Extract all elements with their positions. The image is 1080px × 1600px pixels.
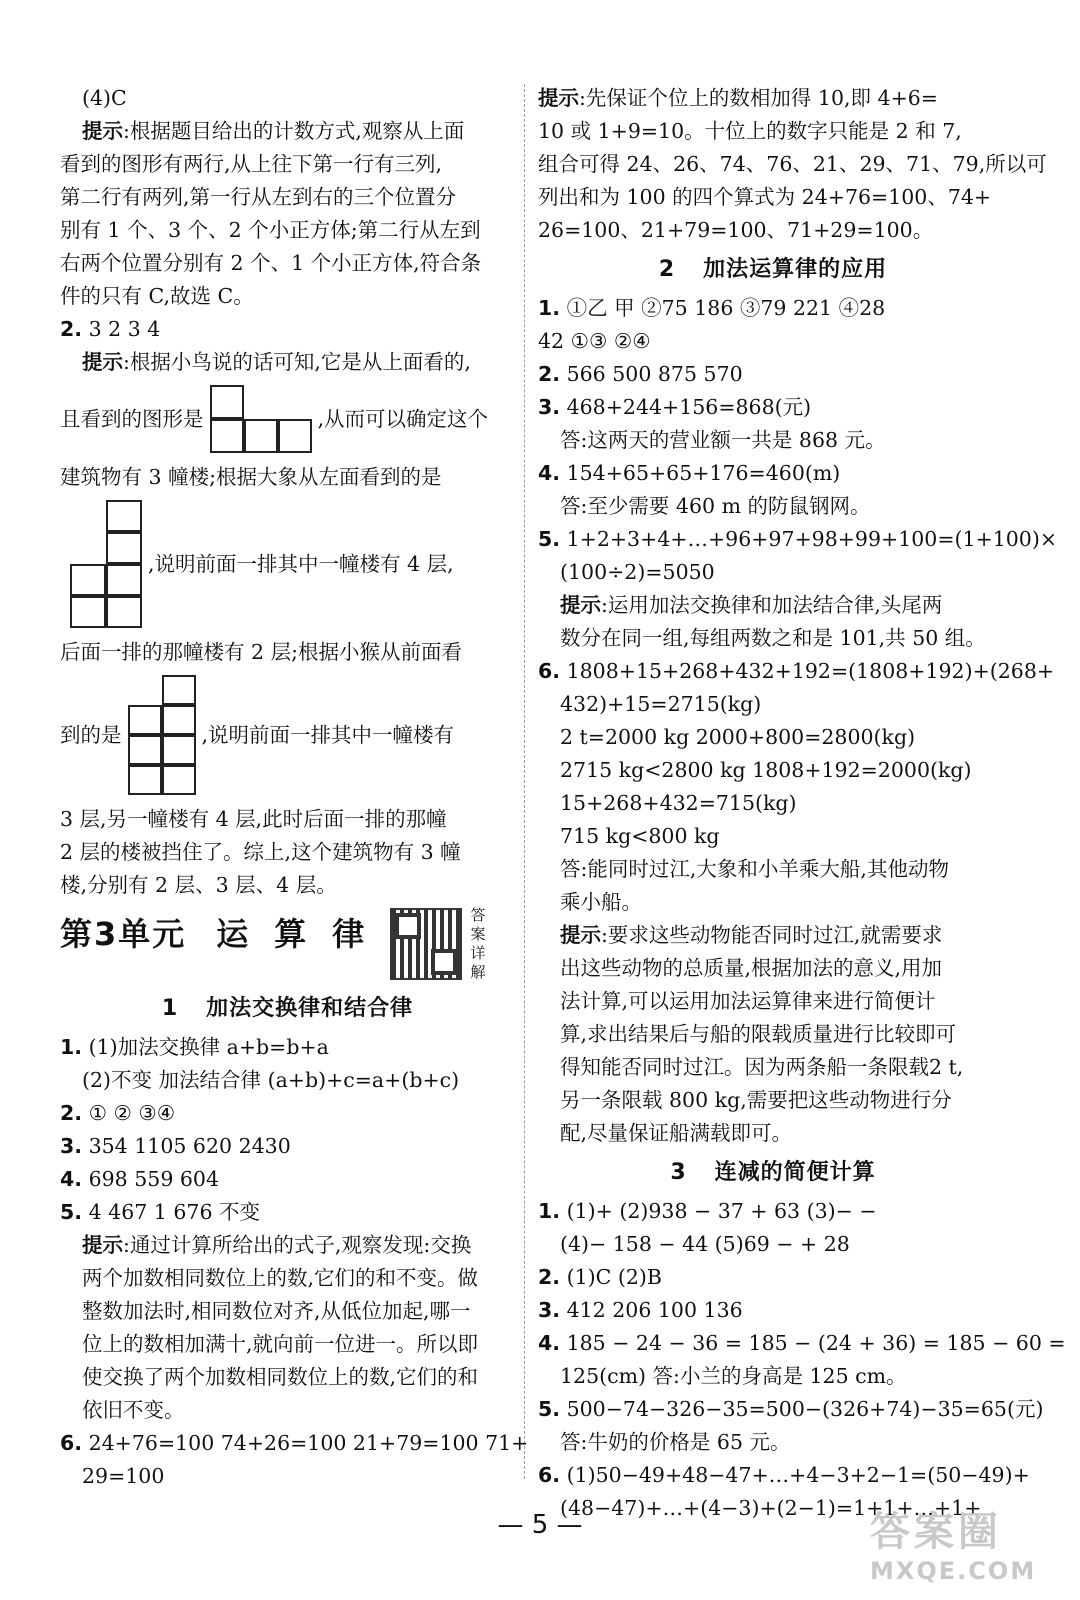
question-number: 2. (538, 1265, 561, 1289)
watermark-logo: 答案圈 (870, 1509, 1002, 1555)
unit-number: 第3单元 (60, 915, 187, 953)
s2-hint-6: 算,求出结果后与船的限载质量进行比较即可 (560, 1022, 957, 1046)
answer-text: (1)50−49+48−47+…+4−3+2−1=(50−49)+ (566, 1463, 1030, 1487)
answer-4c: (4)C (82, 86, 127, 110)
question-number: 6. (538, 1463, 561, 1487)
question-number: 6. (538, 659, 561, 683)
tip-label: 提示 (560, 593, 601, 617)
square-cell (106, 596, 142, 628)
s1-hint-line: 使交换了两个加数相同数位上的数,它们的和 (82, 1365, 479, 1389)
column-divider (524, 84, 525, 1479)
answer-text: 24+76=100 74+26=100 21+79=100 71+ (88, 1431, 529, 1455)
answer-text: 3 2 3 4 (88, 317, 161, 341)
question-number: 4. (60, 1167, 83, 1191)
s1-question-1b: (2)不变 加法结合律 (a+b)+c=a+(b+c) (82, 1068, 460, 1092)
square-cell (106, 532, 142, 564)
hint-2-line: 后面一排的那幢楼有 2 层;根据小猴从前面看 (60, 640, 462, 664)
watermark-url: MXQE.COM (870, 1557, 1037, 1585)
s3-question-4 (538, 1327, 1066, 1360)
question-number: 3. (538, 1298, 561, 1322)
answer-text: ①乙 甲 ②75 186 ③79 221 ④28 (566, 296, 886, 320)
tip-label: 提示 (538, 86, 579, 110)
answer-text: 1+2+3+4+…+96+97+98+99+100=(1+100)× (566, 527, 1058, 551)
hint-text: 且看到的图形是 (60, 406, 204, 431)
hint-1-line (60, 115, 515, 148)
question-number: 1. (538, 296, 561, 320)
question-number: 2. (538, 362, 561, 386)
question-number: 5. (538, 527, 561, 551)
hint-2-line (60, 346, 515, 379)
s2-hint-6: 得知能否同时过江。因为两条船一条限载2 t, (560, 1055, 964, 1079)
hint-1-line: 第二行有两列,第一行从左到右的三个位置分 (60, 185, 457, 209)
section-number: 2 (658, 257, 676, 282)
answer-text: 4 467 1 676 不变 (88, 1200, 261, 1224)
unit-name: 运算律 (216, 915, 391, 953)
hint-2-line: 3 层,另一幢楼有 4 层,此时后面一排的那幢 (60, 807, 447, 831)
answer-text: 468+244+156=868(元) (566, 395, 812, 419)
s2-question-6 (538, 655, 1055, 688)
s3-question-2 (538, 1261, 1008, 1294)
square-cell (70, 564, 106, 596)
hint-top-line: 26=100、21+79=100、71+29=100。 (538, 218, 934, 242)
s2-answer-4: 答:至少需要 460 m 的防鼠钢网。 (560, 494, 871, 518)
page-number: — 5 — (497, 1510, 583, 1540)
hint-text: :要求这些动物能否同时过江,就需要求 (601, 923, 943, 947)
qr-code-icon[interactable] (390, 908, 462, 980)
s2-hint-5: 数分在同一组,每组两数之和是 101,共 50 组。 (560, 626, 986, 650)
s2-q6-line: 答:能同时过江,大象和小羊乘大船,其他动物 (560, 857, 949, 881)
hint-text: :运用加法交换律和加法结合律,头尾两 (601, 593, 943, 617)
hint-1-line: 看到的图形有两行,从上往下第一行有三列, (60, 152, 443, 176)
square-cell (244, 419, 278, 453)
s1-hint-line: 位上的数相加满十,就向前一位进一。所以即 (82, 1332, 479, 1356)
hint-text: ,说明前面一排其中一幢楼有 (201, 722, 455, 747)
square-cell (278, 419, 312, 453)
s3-question-6 (538, 1459, 1030, 1492)
question-number: 5. (60, 1200, 83, 1224)
s2-question-1b: 42 ①③ ②④ (538, 329, 651, 353)
s2-question-5b: (100÷2)=5050 (560, 560, 715, 584)
s3-question-1 (538, 1195, 1008, 1228)
s1-question-3 (60, 1130, 515, 1163)
section-title: 连减的简便计算 (714, 1160, 876, 1185)
answer-text: 354 1105 620 2430 (88, 1134, 291, 1158)
question-number: 2. (60, 317, 83, 341)
question-number: 4. (538, 461, 561, 485)
answer-text: 566 500 875 570 (566, 362, 743, 386)
s2-question-2 (538, 358, 1008, 391)
s2-question-3 (538, 391, 1008, 424)
watermark (870, 1500, 1060, 1585)
square-cell (162, 765, 196, 795)
hint-top-line: 组合可得 24、26、74、76、21、29、71、79,所以可 (538, 152, 1047, 176)
tip-label: 提示 (560, 923, 601, 947)
square-cell (128, 735, 162, 765)
s2-hint-6: 配,尽量保证船满载即可。 (560, 1121, 793, 1145)
square-cell (162, 705, 196, 735)
section-title: 加法交换律和结合律 (206, 996, 414, 1021)
hint-text: :先保证个位上的数相加得 10,即 4+6= (579, 86, 938, 110)
question-number: 1. (60, 1035, 83, 1059)
s3-question-1b: (4)− 158 − 44 (5)69 − + 28 (560, 1232, 850, 1256)
s2-hint-6: 法计算,可以运用加法运算律来进行简便计 (560, 989, 936, 1013)
hint-text: :根据小鸟说的话可知,它是从上面看的, (123, 350, 471, 374)
hint-text: ,从而可以确定这个 (317, 406, 489, 431)
s1-hint-line (60, 1229, 515, 1262)
square-cell (70, 596, 106, 628)
s1-question-6b: 29=100 (82, 1464, 165, 1488)
question-number: 4. (538, 1331, 561, 1355)
hint-top-line: 列出和为 100 的四个算式为 24+76=100、74+ (538, 185, 992, 209)
section-number: 1 (161, 996, 179, 1021)
section-number: 3 (670, 1160, 687, 1185)
section-2-heading (538, 253, 1008, 286)
section-title: 加法运算律的应用 (703, 257, 888, 282)
square-cell (162, 675, 196, 705)
s1-question-5 (60, 1196, 515, 1229)
s1-hint-line: 两个加数相同数位上的数,它们的和不变。做 (82, 1266, 479, 1290)
right-column (538, 82, 1066, 1525)
s1-question-2 (60, 1097, 515, 1130)
s2-q6-line: 乘小船。 (560, 890, 642, 914)
s2-q6-line: 715 kg<800 kg (560, 824, 720, 848)
question-number: 6. (60, 1431, 83, 1455)
s1-hint-line: 依旧不变。 (82, 1398, 185, 1422)
s3-question-5 (538, 1393, 1044, 1426)
s1-question-1 (60, 1031, 515, 1064)
qr-label: 答案详解 (470, 906, 486, 981)
answer-text: ① ② ③④ (88, 1101, 176, 1125)
s1-question-6 (60, 1427, 529, 1460)
s2-answer-3: 答:这两天的营业额一共是 868 元。 (560, 428, 886, 452)
front-view-figure (128, 675, 196, 795)
answer-text: 500−74−326−35=500−(326+74)−35=65(元) (566, 1397, 1044, 1421)
answer-text: 185 − 24 − 36 = 185 − (24 + 36) = 185 − 60 = (566, 1331, 1066, 1355)
question-number: 5. (538, 1397, 561, 1421)
s2-q6-line: 2715 kg<2800 kg 1808+192=2000(kg) (560, 758, 972, 782)
hint-2-line: 2 层的楼被挡住了。综上,这个建筑物有 3 幢 (60, 840, 461, 864)
hint-text: :通过计算所给出的式子,观察发现:交换 (123, 1233, 472, 1257)
square-cell (210, 419, 244, 453)
s2-q6-line: 15+268+432=715(kg) (560, 791, 797, 815)
hint-top-line (538, 82, 1008, 115)
hint-2-line: 楼,分别有 2 层、3 层、4 层。 (60, 873, 337, 897)
answer-text: 1808+15+268+432+192=(1808+192)+(268+ (566, 659, 1055, 683)
square-cell (128, 705, 162, 735)
hint-1-line: 件的只有 C,故选 C。 (60, 284, 254, 308)
question-number: 3. (60, 1134, 83, 1158)
hint-2-line: 建筑物有 3 幢楼;根据大象从左面看到的是 (60, 465, 442, 489)
tip-label: 提示 (82, 350, 123, 374)
section-1-heading (60, 992, 515, 1025)
s1-question-4 (60, 1163, 515, 1196)
s3-question-6b: (48−47)+…+(4−3)+(2−1)=1+1+…+1+ (560, 1496, 982, 1520)
square-cell (106, 500, 142, 532)
s3-question-3 (538, 1294, 1008, 1327)
s2-question-1 (538, 292, 1008, 325)
hint-text: :根据题目给出的计数方式,观察从上面 (123, 119, 465, 143)
s2-q6-line: 432)+15=2715(kg) (560, 692, 762, 716)
hint-text: 到的是 (60, 722, 122, 747)
left-column (60, 82, 529, 1493)
square-cell (210, 385, 244, 419)
left-view-figure (70, 500, 142, 628)
s1-hint-line: 整数加法时,相同数位对齐,从低位加起,哪一 (82, 1299, 471, 1323)
s2-question-5 (538, 523, 1058, 556)
hint-text: ,说明前面一排其中一幢楼有 4 层, (148, 551, 454, 576)
top-view-figure (210, 385, 312, 453)
question-number: 2. (60, 1101, 83, 1125)
front-view-figure-row (60, 675, 515, 795)
question-number: 3. (538, 395, 561, 419)
unit-header (60, 908, 515, 986)
square-cell (128, 765, 162, 795)
unit-title (60, 915, 391, 953)
answer-text: (1)C (2)B (566, 1265, 662, 1289)
answer-text: (1)+ (2)938 − 37 + 63 (3)− − (566, 1199, 877, 1223)
s2-hint-5 (538, 589, 1008, 622)
s3-question-5b: 答:牛奶的价格是 65 元。 (560, 1430, 791, 1454)
answer-text: 698 559 604 (88, 1167, 220, 1191)
left-view-figure-row (60, 500, 515, 628)
top-view-figure-row (60, 385, 515, 453)
s2-hint-6: 另一条限载 800 kg,需要把这些动物进行分 (560, 1088, 952, 1112)
square-cell (106, 564, 142, 596)
tip-label: 提示 (82, 119, 123, 143)
s2-q6-line: 2 t=2000 kg 2000+800=2800(kg) (560, 725, 916, 749)
s2-hint-6: 出这些动物的总质量,根据加法的意义,用加 (560, 956, 943, 980)
s3-question-4b: 125(cm) 答:小兰的身高是 125 cm。 (560, 1364, 907, 1388)
s2-hint-6 (538, 919, 1008, 952)
answer-text: (1)加法交换律 a+b=b+a (88, 1035, 329, 1059)
section-3-heading (538, 1156, 1008, 1189)
hint-1-line: 别有 1 个、3 个、2 个小正方体;第二行从左到 (60, 218, 481, 242)
question-2 (60, 313, 515, 346)
hint-1-line: 右两个位置分别有 2 个、1 个小正方体,符合条 (60, 251, 482, 275)
answer-text: 412 206 100 136 (566, 1298, 743, 1322)
square-cell (162, 735, 196, 765)
tip-label: 提示 (82, 1233, 123, 1257)
question-number: 1. (538, 1199, 561, 1223)
answer-text: 154+65+65+176=460(m) (566, 461, 841, 485)
hint-top-line: 10 或 1+9=10。十位上的数字只能是 2 和 7, (538, 119, 962, 143)
s2-question-4 (538, 457, 1008, 490)
